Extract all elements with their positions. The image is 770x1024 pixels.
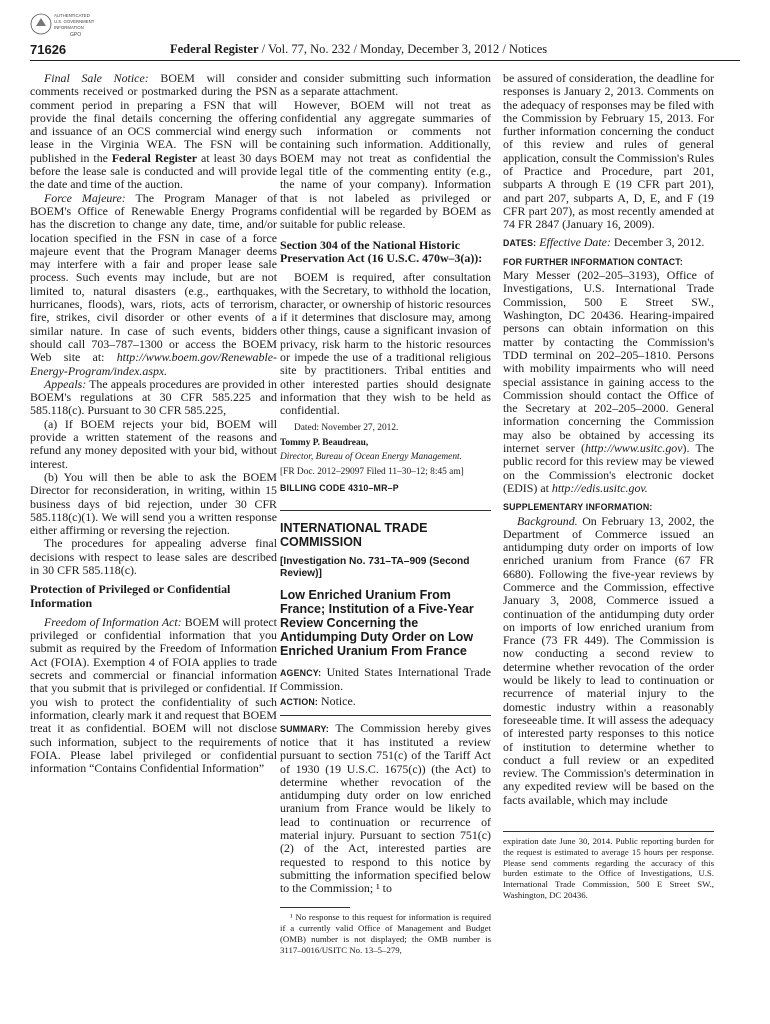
final-sale-paragraph — [30, 72, 277, 192]
action-label: ACTION: — [280, 697, 319, 708]
final-sale-text-a: BOEM will consider comments received or postmarked during the PSN comment period in preparing a FSN that will provide the final details concerning the offering and issuance of an OCS commercial wind energy lease in the Virginia WEA. The FSN will be published in the — [30, 71, 277, 165]
footnote-1: ¹ No response to this request for information is required if a currently valid Office of Management and Budget (OMB) number is not displayed; the OMB number is 3117–0016/USITC No. 13–5–279, — [280, 912, 491, 955]
fr-doc-line: [FR Doc. 2012–29097 Filed 11–30–12; 8:45 am] — [280, 467, 464, 478]
dated-line: Dated: November 27, 2012. — [294, 423, 399, 434]
signer-title: Director, Bureau of Ocean Energy Management. — [280, 452, 462, 463]
dates-text: December 3, 2012. — [610, 234, 705, 249]
para-a: (a) If BOEM rejects your bid, BOEM will provide a written statement of the reasons and refund any money deposited with your bid, without interest. — [30, 416, 277, 471]
effective-date-term: Effective Date: — [536, 234, 611, 249]
col3-continuation: be assured of consideration, the deadline for responses is January 2, 2013. Comments on the adequacy of responses may be filed with the Commission by February 15, 2013. For further information concerning the conduct of this review and rules of general application, consult the Commission's Rules of Practice and Procedure, part 201, subparts A through E (19 CFR part 201), and part 207, subparts A, D, E, and F (19 CFR part 207), as most recently amended at 74 FR 2847 (January 16, 2009). — [503, 71, 714, 232]
protection-heading: Protection of Privileged or Confidential Information — [30, 582, 231, 610]
contact-text-b: ). The public record for this review may be viewed on the Commission's electronic docket (EDIS) at — [503, 441, 714, 495]
section-divider — [280, 510, 491, 511]
federal-register-ref: Federal Register — [111, 150, 198, 165]
agency-line — [280, 666, 491, 694]
dates-line — [503, 236, 714, 250]
issue-info: / Vol. 77, No. 232 / Monday, December 3, 2012 / Notices — [258, 42, 548, 56]
agency-label: AGENCY: — [280, 667, 322, 678]
appeals-term: Appeals: — [44, 376, 87, 391]
foia-paragraph — [30, 616, 277, 776]
foia-text: BOEM will protect privileged or confidential information that you submit as required by the Freedom of Information Act (FOIA). Exemption 4 of FOIA applies to trade secrets and commercial or financial information that you submit that is privileged or confidential. If you wish to protect the confidentiality of such information, clearly mark it and request that BOEM treat it as confidential. BOEM will not disclose such information, subject to the requirements of FOIA. Please label privileged or confidential information “Contains Confidential Information” — [30, 614, 277, 776]
seal-line-3: INFORMATION — [54, 25, 84, 30]
section-304-heading: Section 304 of the National Historic Preservation Act (16 U.S.C. 470w–3(a)): — [280, 237, 483, 265]
page-number: 71626 — [30, 42, 67, 57]
footnote-gap — [503, 807, 714, 825]
footnote-rule — [280, 907, 350, 908]
background-term: Background. — [517, 513, 578, 528]
foia-term: Freedom of Information Act: — [44, 614, 182, 629]
summary-text: The Commission hereby gives notice that it has instituted a review pursuant to section 751(c) of the Tariff Act of 1930 (19 U.S.C. 1675(c)) (the Act) to determine whether revocation of the antidumping duty order on low enriched uranium from France would be likely to lead to continuation or recurrence of material injury. Pursuant to section 751(c)(2) of the Act, interested parties are requested to respond to this notice by submitting the information specified below to the Commission; — [280, 720, 491, 896]
supplementary-label: SUPPLEMENTARY INFORMATION: — [503, 502, 653, 513]
footnote-continuation: expiration date June 30, 2014. Public reporting burden for the request is estimated to average 15 hours per response. Please send comments regarding the accuracy of this burden estimate to the Office of Investigations, U.S. International Trade Commission, 500 E Street SW., Washington, DC 20436. — [503, 836, 714, 901]
section-304-text: BOEM is required, after consultation with the Secretary, to withhold the location, character, or ownership of historic resources if it determines that disclosure may, among other things, cause a significant invasion of privacy, risk harm to the historic resources or impede the use of a traditional religious site by practitioners. Tribal entities and other interested parties should designate information that they wish to be held as confidential. — [280, 270, 491, 418]
running-header — [30, 42, 740, 61]
final-sale-text-b: at least 30 days before the lease sale is conducted and will provide the date and time of the auction. — [30, 150, 278, 192]
however-paragraph: However, BOEM will not treat as confidential any aggregate summaries of such information or comments not containing such information. Additionally, BOEM may not treat as confidential the legal title of the commenting entity (e.g., the name of your company). Information that is not labeled as privileged or confidential will be regarded by BOEM as suitable for public release. — [280, 97, 491, 232]
contact-label: FOR FURTHER INFORMATION CONTACT: — [503, 256, 684, 267]
appeals-paragraph — [30, 378, 277, 418]
seal-line-4: GPO — [70, 32, 82, 38]
col2-continuation: and consider submitting such information as a separate attachment. — [280, 71, 491, 99]
para-b: (b) You will then be able to ask the BOEM Director for reconsideration, in writing, within 15 business days of bid rejection, under 30 CFR 585.118(c)(1). We will send you a written response either affirming or reversing the rejection. — [30, 469, 277, 538]
force-majeure-paragraph — [30, 192, 277, 378]
footnote-reference: ¹ to — [373, 881, 392, 896]
boem-url-link[interactable]: http://www.boem.gov/Renewable-Energy-Program/index.aspx. — [30, 350, 277, 378]
billing-code: BILLING CODE 4310–MR–P — [280, 483, 399, 494]
action-line — [280, 695, 491, 709]
contact-text-a: Mary Messer (202–205–3193), Office of Investigations, U.S. International Trade Commission, 500 E Street SW., Washington, DC 20436. Hearing-impaired persons can obtain information on this matter by contacting the Commission's TDD terminal on 202–205–1810. Persons with mobility impairments who will need special assistance in gaining access to the Commission should contact the Office of the Secretary at 202–205–2000. General information concerning the Commission may also be obtained by accessing its internet server ( — [503, 268, 714, 456]
force-majeure-term: Force Majeure: — [44, 190, 126, 205]
gpo-authentication-seal — [30, 10, 104, 40]
action-text: Notice. — [318, 694, 356, 709]
background-paragraph — [503, 515, 714, 808]
contact-paragraph — [503, 269, 714, 495]
usitc-url-link[interactable]: http://www.usitc.gov — [584, 441, 683, 456]
edis-url-link[interactable]: http://edis.usitc.gov. — [551, 480, 648, 495]
notice-title: Low Enriched Uranium From France; Institution of a Five-Year Review Concerning the Antidumping Duty Order on Low Enriched Uranium From France — [280, 587, 474, 658]
seal-line-1: AUTHENTICATED — [54, 13, 90, 18]
footnote-divider — [503, 831, 714, 832]
summary-paragraph — [280, 722, 491, 896]
seal-line-2: U.S. GOVERNMENT — [54, 19, 95, 24]
appeals-text: The appeals procedures are provided in BOEM's regulations at 30 CFR 585.225 and 585.118(c). Pursuant to 30 CFR 585.225, — [30, 376, 277, 418]
column-2 — [280, 72, 491, 956]
agency-text: United States International Trade Commission. — [280, 664, 491, 694]
background-text: On February 13, 2002, the Department of Commerce issued an antidumping duty order on imports of low enriched uranium from France (67 FR 6680). Following the five-year reviews by Commerce and the Commission, effective January 3, 2008, Commerce issued a continuation of the antidumping duty order on imports of low enriched uranium from France (73 FR 449). The Commission is now conducting a second review to determine whether revocation of the order would be likely to lead to continuation or recurrence of material injury to the domestic industry within a reasonably foreseeable time. It will assess the adequacy of interested party responses to this notice of institution to determine whether to conduct a full review or an expedited review. The Commission's determination in any expedited review will be based on the facts available, which may include — [503, 513, 714, 807]
column-1 — [30, 72, 277, 775]
agency-heading: INTERNATIONAL TRADE COMMISSION — [280, 520, 428, 549]
investigation-number: [Investigation No. 731–TA–909 (Second Review)] — [280, 555, 470, 579]
summary-divider — [280, 715, 491, 716]
summary-label: SUMMARY: — [280, 723, 329, 734]
force-majeure-text: The Program Manager of BOEM's Office of Renewable Energy Programs has the discretion to change any date, time, and/or location specified in the FSN in case of a force majeure event that the Program Manager deems may interfere with a fair and proper lease sale process. Such events may include, but are not limited to, natural disasters (e.g., earthquakes, hurricanes, floods), wars, riots, acts of terrorism, fire, strikes, civil disorder or other events of a similar nature. In case of such events, bidders should call 703–787–1300 or access the BOEM Web site at: — [30, 190, 277, 365]
running-head — [170, 42, 547, 57]
dates-label: DATES: — [503, 237, 537, 248]
journal-name: Federal Register — [170, 42, 259, 56]
procedures-paragraph: The procedures for appealing adverse final decisions with respect to lease sales are described in 30 CFR 585.118(c). — [30, 536, 277, 577]
column-3 — [503, 72, 714, 901]
final-sale-term: Final Sale Notice: — [44, 71, 149, 85]
signer-name: Tommy P. Beaudreau, — [280, 438, 369, 449]
